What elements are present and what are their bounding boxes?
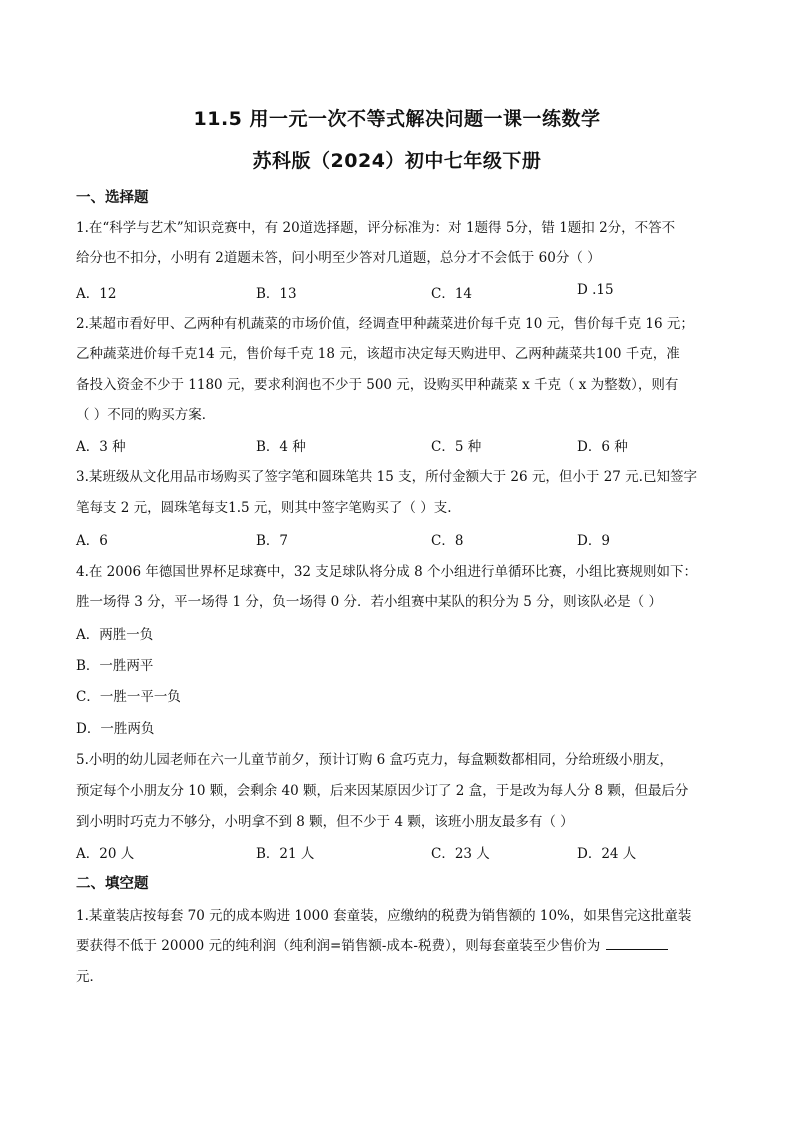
question-2-line-2: 乙种蔬菜进价每千克14 元，售价每千克 18 元，该超市决定每天购进甲、乙两种蔬菜共100 千克，准 xyxy=(76,346,680,362)
question-3-option-a: A．6 xyxy=(76,533,108,549)
answer-blank[interactable] xyxy=(606,937,668,950)
question-3-line-2: 笔每支 2 元，圆珠笔每支1.5 元，则其中签字笔购买了（ ）支. xyxy=(76,500,452,516)
question-4-option-b: B．一胜两平 xyxy=(76,658,154,674)
question-5-option-d: D．24 人 xyxy=(577,846,637,862)
question-4-option-c: C．一胜一平一负 xyxy=(76,689,181,705)
question-3-option-b: B．7 xyxy=(256,533,289,549)
fill-question-1-line-1: 1.某童装店按每套 70 元的成本购进 1000 套童装，应缴纳的税费为销售额的 10%，如果售完这批童装 xyxy=(76,908,692,924)
question-2-option-b: B．4 种 xyxy=(256,439,306,455)
question-1-line-1: 1.在“科学与艺术”知识竞赛中，有 20道选择题，评分标准为：对 1题得 5分，错 1题扣 2分，不答不 xyxy=(76,220,676,236)
question-1-option-c: C．14 xyxy=(431,286,473,302)
document-title: 11.5 用一元一次不等式解决问题一课一练数学 xyxy=(193,108,601,130)
question-5-option-c: C．23 人 xyxy=(431,846,490,862)
question-3-option-d: D．9 xyxy=(577,533,610,549)
question-4-option-a: A．两胜一负 xyxy=(76,627,154,643)
document-subtitle: 苏科版（2024）初中七年级下册 xyxy=(252,150,542,172)
question-2-line-1: 2.某超市看好甲、乙两种有机蔬菜的市场价值，经调查甲种蔬菜进价每千克 10 元，售价每千克 16 元； xyxy=(76,316,694,332)
question-2-line-4: （ ）不同的购买方案． xyxy=(76,407,216,423)
question-2-option-c: C．5 种 xyxy=(431,439,482,455)
section-heading-choice: 一、选择题 xyxy=(76,190,149,206)
question-1-option-a: A．12 xyxy=(76,286,117,302)
question-3-option-c: C．8 xyxy=(431,533,464,549)
fill-question-1-line-2 xyxy=(76,934,668,954)
question-3-line-1: 3.某班级从文化用品市场购买了签字笔和圆珠笔共 15 支，所付金额大于 26 元，但小于 27 元.已知签字 xyxy=(76,469,697,485)
question-4-line-2: 胜一场得 3 分，平一场得 1 分，负一场得 0 分．若小组赛中某队的积分为 5 分，则该队必是（ ） xyxy=(76,594,662,610)
question-2-option-a: A．3 种 xyxy=(76,439,126,455)
question-5-option-b: B．21 人 xyxy=(256,846,315,862)
fill-question-1-text: 要获得不低于 20000 元的纯利润（纯利润=销售额-成本-税费），则每套童装至少售价为 xyxy=(76,938,601,954)
question-1-option-b: B．13 xyxy=(256,286,297,302)
question-5-line-1: 5.小明的幼儿园老师在六一儿童节前夕，预计订购 6 盒巧克力，每盒颗数都相同，分给班级小朋友， xyxy=(76,752,674,768)
question-5-line-2: 预定每个小朋友分 10 颗，会剩余 40 颗，后来因某原因少订了 2 盒，于是改为每人分 8 颗，但最后分 xyxy=(76,783,689,799)
question-4-line-1: 4.在 2006 年德国世界杯足球赛中，32 支足球队将分成 8 个小组进行单循环比赛，小组比赛规则如下： xyxy=(76,564,697,580)
question-5-line-3: 到小明时巧克力不够分，小明拿不到 8 颗，但不少于 4 颗，该班小朋友最多有（ ） xyxy=(76,814,574,830)
question-2-option-d: D．6 种 xyxy=(577,439,628,455)
question-1-option-d: D .15 xyxy=(577,282,614,298)
question-1-line-2: 给分也不扣分，小明有 2道题未答，问小明至少答对几道题，总分才不会低于 60分（ ） xyxy=(76,250,601,266)
question-4-option-d: D．一胜两负 xyxy=(76,721,155,737)
question-2-line-3: 备投入资金不少于 1180 元，要求利润也不少于 500 元，设购买甲种蔬菜 x 千克（ x 为整数），则有 xyxy=(76,377,679,393)
question-5-option-a: A．20 人 xyxy=(76,846,135,862)
section-heading-fill: 二、填空题 xyxy=(76,876,149,892)
fill-question-1-line-3: 元． xyxy=(76,969,103,985)
